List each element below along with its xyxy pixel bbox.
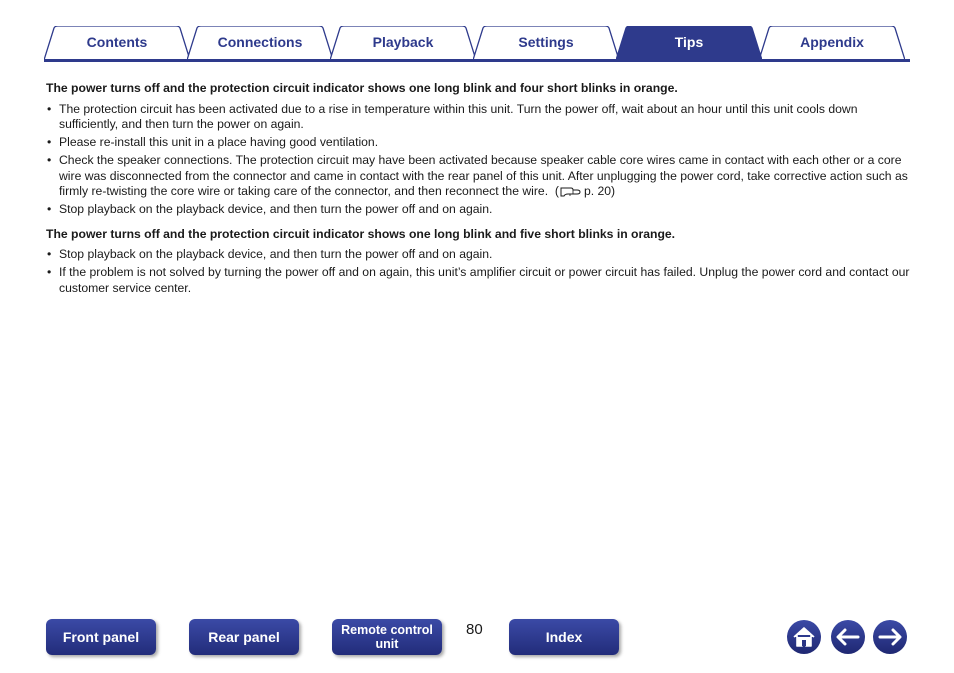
index-label: Index [545,629,583,645]
tab-playback[interactable] [330,26,476,60]
reference-open-paren: ( [554,184,559,199]
remote-control-label-line1: Remote control [341,623,433,637]
reference-page: p. 20) [583,184,616,199]
section-heading: The power turns off and the protection circuit indicator shows one long blink and four short blinks in orange. [46,81,678,95]
tab-bar-underline [44,59,910,62]
main-content [46,81,912,305]
tab-settings[interactable] [473,26,619,60]
tab-contents[interactable] [44,26,190,60]
bullet-list [46,247,912,296]
tab-label: Tips [674,34,704,50]
page-number: 80 [466,621,483,638]
list-item [46,153,912,200]
rear-panel-label: Rear panel [208,629,280,645]
list-item: • Please re-install this unit in a place having good ventilation. [46,135,912,151]
tab-appendix[interactable] [759,26,905,60]
list-item: • Stop playback on the playback device, and then turn the power off and on again. [46,202,912,218]
home-button[interactable] [786,619,822,655]
rear-panel-button[interactable] [189,619,299,655]
home-icon [786,619,822,655]
tab-label: Contents [86,34,148,50]
page-reference-link[interactable] [555,184,615,198]
list-item: • Stop playback on the playback device, and then turn the power off and on again. [46,247,912,263]
tab-label: Connections [217,34,303,50]
back-button[interactable] [830,619,866,655]
tab-bar [44,26,910,62]
tab-label: Appendix [800,34,864,50]
tab-label: Playback [372,34,434,50]
list-item: • If the problem is not solved by turning the power off and on again, this unit’s amplifier circuit or power circuit has failed. Unplug the power cord and contact our customer service center. [46,265,912,296]
section-heading: The power turns off and the protection circuit indicator shows one long blink and five short blinks in orange. [46,226,676,241]
pointing-hand-icon [560,185,582,197]
tab-tips[interactable] [616,26,762,60]
arrow-left-icon [830,619,866,655]
front-panel-label: Front panel [62,629,140,645]
index-button[interactable] [509,619,619,655]
list-item: • The protection circuit has been activated due to a rise in temperature within this unit. Turn the power off, wait about an hour until this unit cools down sufficiently, and then turn the power on again. [46,102,912,133]
bullet-list [46,102,912,218]
arrow-right-icon [872,619,908,655]
list-item-text: Check the speaker connections. The protection circuit may have been activated because speaker cable core wires came in contact with each other or a core wire was disconnected from the connector and came in contact with the rear panel of this unit. After unplugging the power cord, take corrective action such as firmly re-twisting the core wire or taking care of the connector, and then reconnect the wire. [59,152,908,199]
forward-button[interactable] [872,619,908,655]
remote-control-label-line2: unit [375,637,399,651]
remote-control-unit-button[interactable] [332,619,442,655]
tab-connections[interactable] [187,26,333,60]
front-panel-button[interactable] [46,619,156,655]
tab-label: Settings [518,34,574,50]
